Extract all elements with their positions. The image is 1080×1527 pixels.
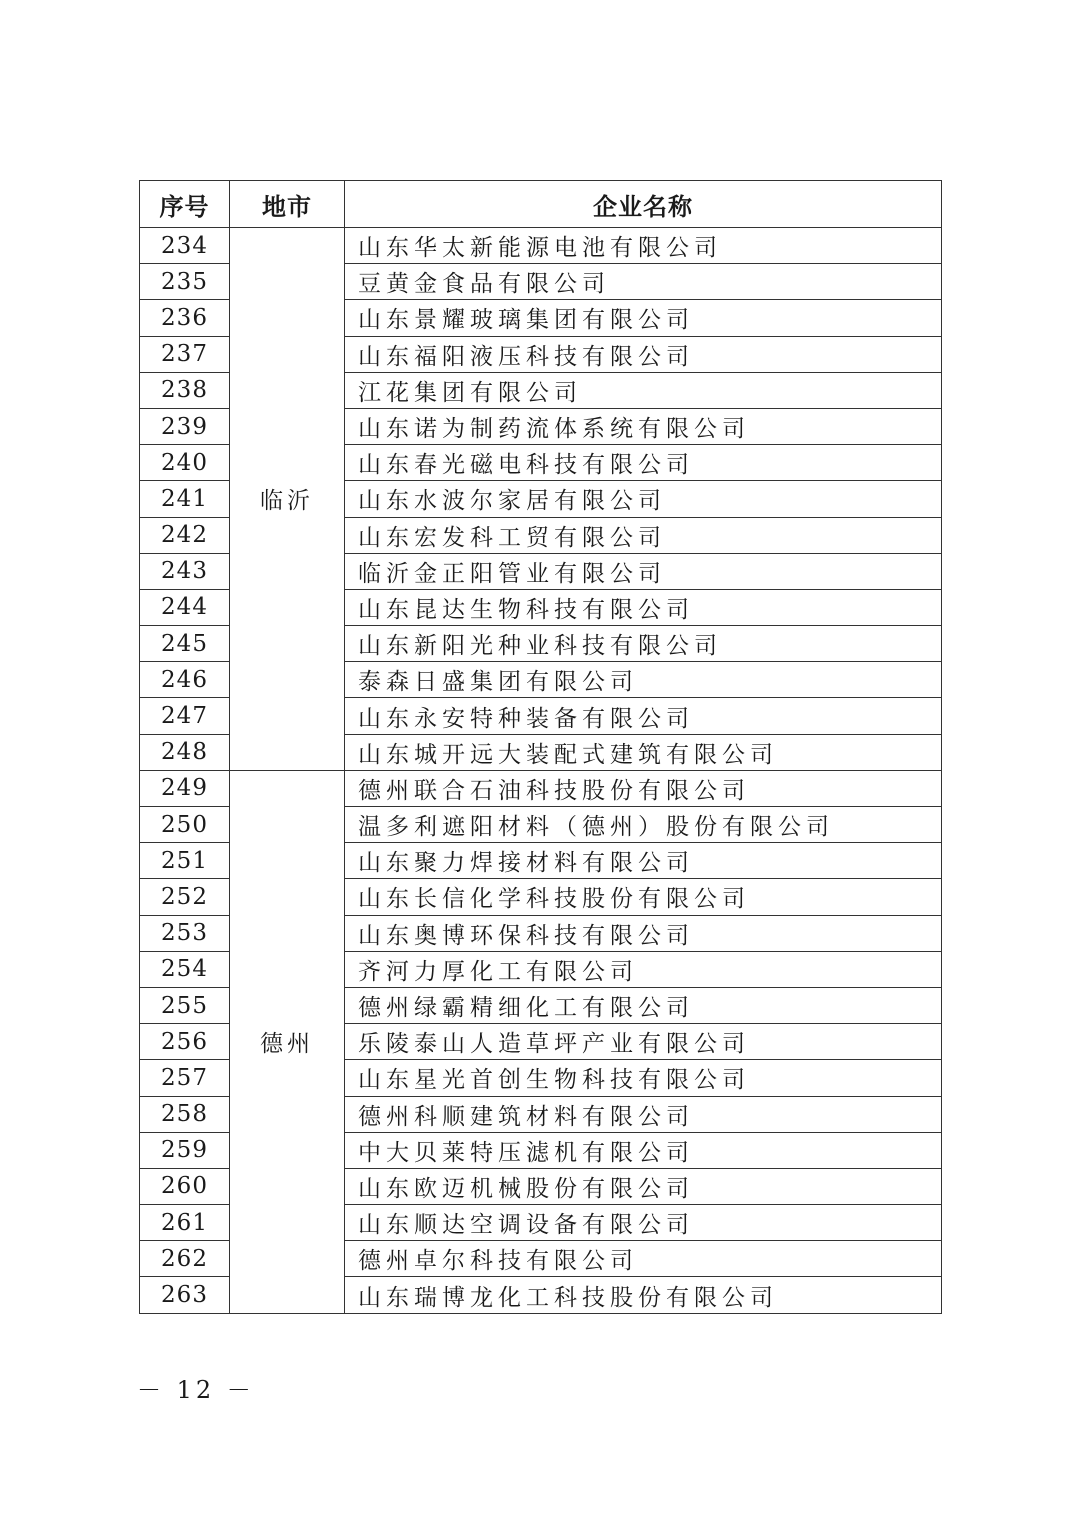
row-seq: 235: [140, 264, 230, 300]
row-company-name: 泰森日盛集团有限公司: [345, 662, 942, 698]
company-table: [139, 180, 942, 1314]
row-seq: 262: [140, 1241, 230, 1277]
page-number: － 12 －: [137, 1376, 255, 1404]
table-row: [140, 228, 942, 264]
row-company-name: 山东新阳光种业科技有限公司: [345, 626, 942, 662]
row-company-name: 山东永安特种装备有限公司: [345, 698, 942, 734]
row-seq: 243: [140, 553, 230, 589]
city-cell: 德州: [230, 770, 345, 1313]
row-company-name: 山东诺为制药流体系统有限公司: [345, 408, 942, 444]
row-company-name: 德州联合石油科技股份有限公司: [345, 770, 942, 806]
row-seq: 249: [140, 770, 230, 806]
row-seq: 234: [140, 228, 230, 264]
row-company-name: 山东华太新能源电池有限公司: [345, 228, 942, 264]
row-seq: 260: [140, 1168, 230, 1204]
row-company-name: 山东长信化学科技股份有限公司: [345, 879, 942, 915]
table-header-row: [140, 181, 942, 228]
row-company-name: 山东欧迈机械股份有限公司: [345, 1168, 942, 1204]
row-seq: 247: [140, 698, 230, 734]
table-row: [140, 770, 942, 806]
row-company-name: 温多利遮阳材料（德州）股份有限公司: [345, 807, 942, 843]
row-company-name: 乐陵泰山人造草坪产业有限公司: [345, 1024, 942, 1060]
table-body: [140, 228, 942, 1314]
row-seq: 240: [140, 445, 230, 481]
row-seq: 253: [140, 915, 230, 951]
row-seq: 244: [140, 589, 230, 625]
row-company-name: 山东水波尔家居有限公司: [345, 481, 942, 517]
row-seq: 261: [140, 1205, 230, 1241]
row-seq: 237: [140, 336, 230, 372]
row-company-name: 豆黄金食品有限公司: [345, 264, 942, 300]
row-company-name: 山东福阳液压科技有限公司: [345, 336, 942, 372]
row-company-name: 山东景耀玻璃集团有限公司: [345, 300, 942, 336]
row-seq: 242: [140, 517, 230, 553]
row-seq: 252: [140, 879, 230, 915]
row-company-name: 中大贝莱特压滤机有限公司: [345, 1132, 942, 1168]
row-seq: 236: [140, 300, 230, 336]
row-company-name: 德州绿霸精细化工有限公司: [345, 987, 942, 1023]
row-seq: 238: [140, 372, 230, 408]
row-seq: 246: [140, 662, 230, 698]
row-company-name: 德州科顺建筑材料有限公司: [345, 1096, 942, 1132]
row-seq: 263: [140, 1277, 230, 1313]
row-seq: 257: [140, 1060, 230, 1096]
row-seq: 250: [140, 807, 230, 843]
row-company-name: 山东昆达生物科技有限公司: [345, 589, 942, 625]
header-company: 企业名称: [345, 181, 942, 228]
row-seq: 239: [140, 408, 230, 444]
header-city: 地市: [230, 181, 345, 228]
row-seq: 241: [140, 481, 230, 517]
row-seq: 259: [140, 1132, 230, 1168]
row-seq: 254: [140, 951, 230, 987]
row-seq: 248: [140, 734, 230, 770]
header-seq: 序号: [140, 181, 230, 228]
city-cell: 临沂: [230, 228, 345, 771]
row-company-name: 山东春光磁电科技有限公司: [345, 445, 942, 481]
row-company-name: 山东城开远大装配式建筑有限公司: [345, 734, 942, 770]
row-company-name: 临沂金正阳管业有限公司: [345, 553, 942, 589]
row-seq: 258: [140, 1096, 230, 1132]
row-seq: 256: [140, 1024, 230, 1060]
row-company-name: 齐河力厚化工有限公司: [345, 951, 942, 987]
row-company-name: 山东奥博环保科技有限公司: [345, 915, 942, 951]
row-seq: 251: [140, 843, 230, 879]
row-company-name: 山东聚力焊接材料有限公司: [345, 843, 942, 879]
row-company-name: 山东宏发科工贸有限公司: [345, 517, 942, 553]
row-company-name: 江花集团有限公司: [345, 372, 942, 408]
row-company-name: 山东瑞博龙化工科技股份有限公司: [345, 1277, 942, 1313]
row-company-name: 山东星光首创生物科技有限公司: [345, 1060, 942, 1096]
row-seq: 245: [140, 626, 230, 662]
row-seq: 255: [140, 987, 230, 1023]
row-company-name: 山东顺达空调设备有限公司: [345, 1205, 942, 1241]
row-company-name: 德州卓尔科技有限公司: [345, 1241, 942, 1277]
